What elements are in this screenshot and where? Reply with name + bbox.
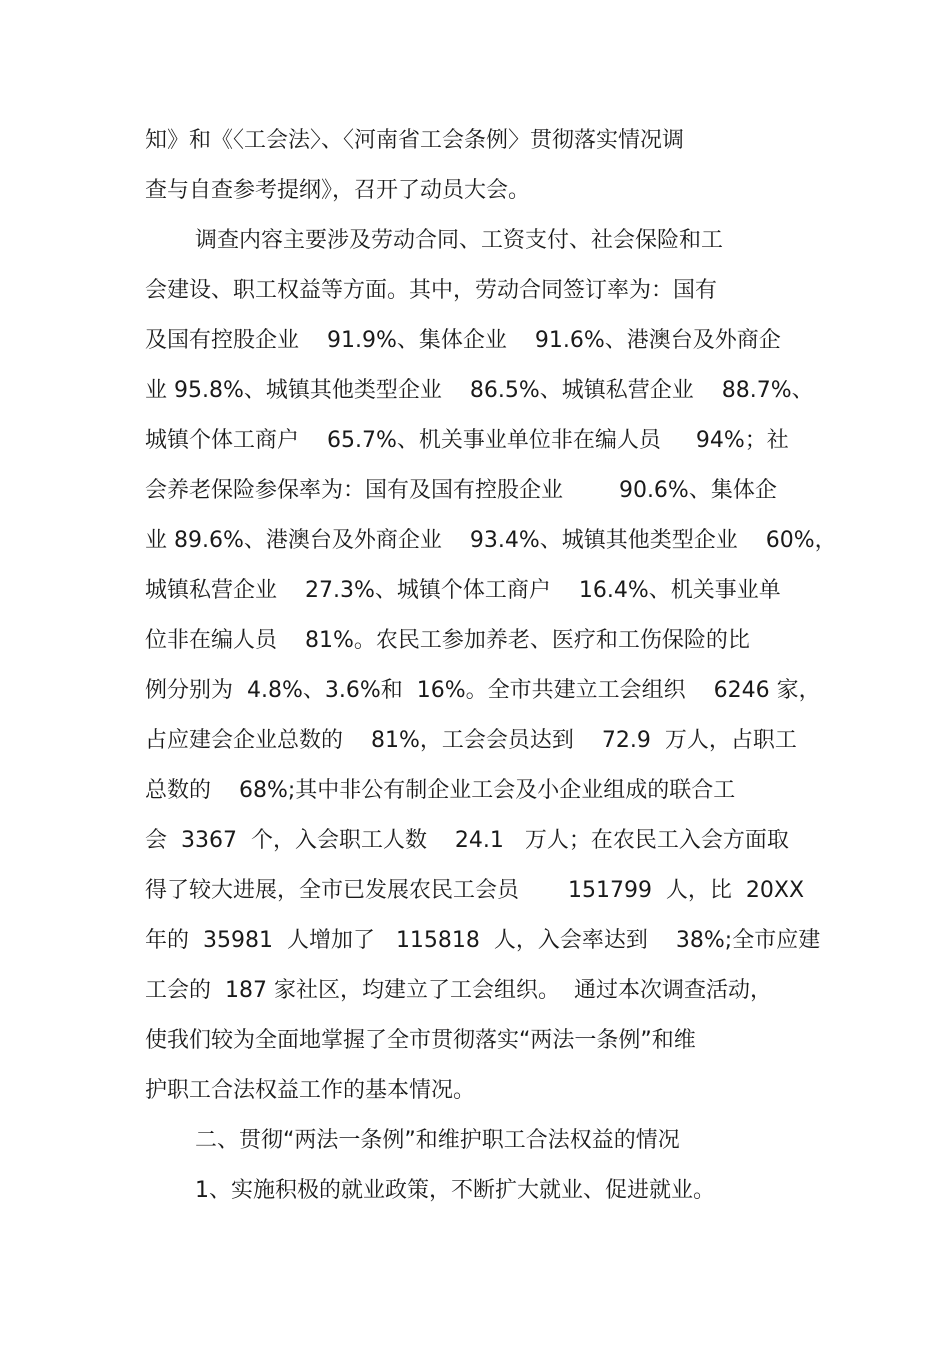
text-line: 会养老保险参保率为：国有及国有控股企业 90.6%、集体企 [145, 478, 777, 503]
text-line: 知》和《〈工会法〉、〈河南省工会条例〉贯彻落实情况调 [145, 128, 685, 153]
text-line: 总数的 68%;其中非公有制企业工会及小企业组成的联合工 [145, 778, 736, 803]
text-line: 年的 35981 人增加了 115818 人，入会率达到 38%;全市应建 [145, 928, 821, 953]
text-line: 业 95.8%、城镇其他类型企业 86.5%、城镇私营企业 88.7%、 [145, 378, 814, 403]
text-line: 例分别为 4.8%、3.6%和 16%。全市共建立工会组织 6246 家， [145, 678, 821, 703]
text-line: 占应建会企业总数的 81%，工会会员达到 72.9 万人，占职工 [145, 728, 797, 753]
text-line: 业 89.6%、港澳台及外商企业 93.4%、城镇其他类型企业 60%， [145, 528, 837, 553]
text-line: 城镇个体工商户 65.7%、机关事业单位非在编人员 94%；社 [145, 428, 789, 453]
text-line: 得了较大进展，全市已发展农民工会员 151799 人，比 20XX [145, 878, 805, 903]
text-line: 位非在编人员 81%。农民工参加养老、医疗和工伤保险的比 [145, 628, 750, 653]
text-line: 工会的 187 家社区，均建立了工会组织。 通过本次调查活动， [145, 978, 772, 1003]
text-line: 会 3367 个，入会职工人数 24.1 万人；在农民工入会方面取 [145, 828, 789, 853]
text-line: 查与自查参考提纲》，召开了动员大会。 [145, 178, 531, 203]
text-line: 护职工合法权益工作的基本情况。 [145, 1078, 476, 1103]
text-line: 城镇私营企业 27.3%、城镇个体工商户 16.4%、机关事业单 [145, 578, 781, 603]
text-line: 使我们较为全面地掌握了全市贯彻落实“两法一条例”和维 [145, 1028, 696, 1053]
subsection-heading: 1、实施积极的就业政策，不断扩大就业、促进就业。 [195, 1178, 715, 1203]
paragraph-start-line: 调查内容主要涉及劳动合同、工资支付、社会保险和工 [195, 228, 724, 253]
text-line: 及国有控股企业 91.9%、集体企业 91.6%、港澳台及外商企 [145, 328, 781, 353]
section-heading: 二、贯彻“两法一条例”和维护职工合法权益的情况 [195, 1128, 680, 1153]
text-line: 会建设、职工权益等方面。其中，劳动合同签订率为：国有 [145, 278, 718, 303]
